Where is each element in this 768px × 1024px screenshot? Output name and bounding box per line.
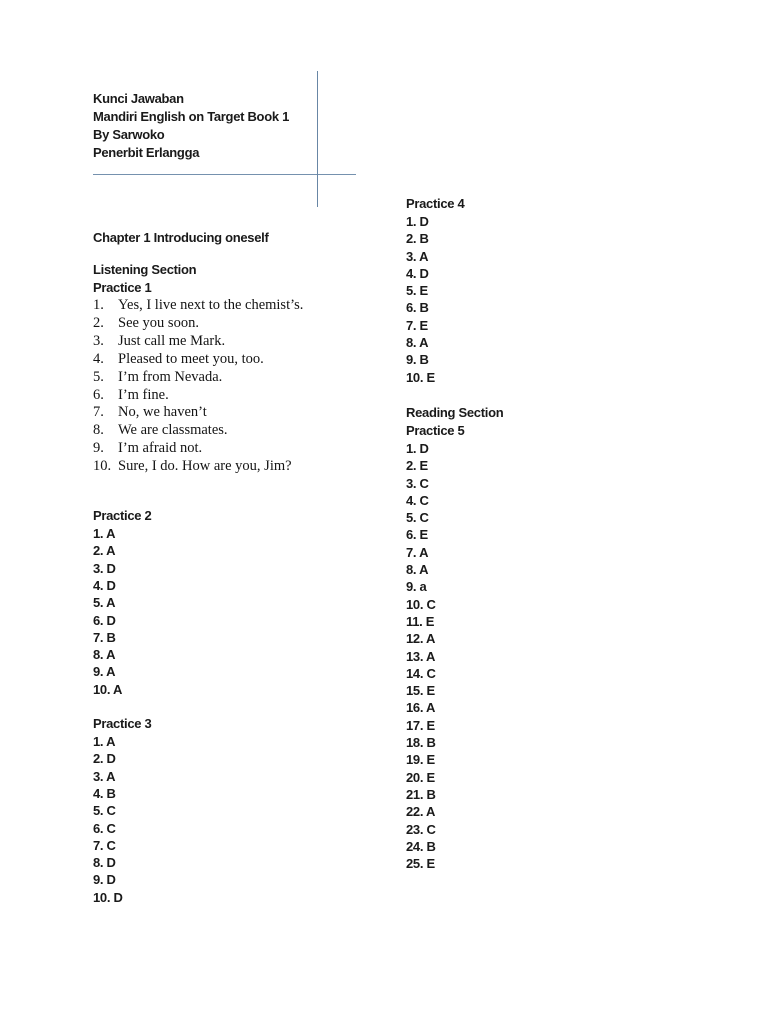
left-column <box>93 229 393 906</box>
answer-item: 1. D <box>406 214 429 229</box>
answer-item: 22. A <box>406 804 436 820</box>
answer-item: 2. A <box>93 543 116 559</box>
answer-item: 9. B <box>406 352 429 368</box>
list-item-text: Yes, I live next to the chemist’s. <box>118 297 304 313</box>
practice-4-answers <box>406 213 666 386</box>
list-item <box>93 333 393 351</box>
answer-item: 6. E <box>406 527 428 543</box>
answer-item: 7. E <box>406 317 428 333</box>
answer-item: 25. E <box>406 856 435 872</box>
answer-item: 3. A <box>93 768 116 784</box>
answer-item: 16. A <box>406 700 436 716</box>
answer-item: 1. A <box>93 734 116 750</box>
list-item-text: I’m afraid not. <box>118 440 203 457</box>
list-item-number: 8. <box>93 422 104 439</box>
list-item-number: 4. <box>93 350 104 367</box>
list-item <box>93 404 393 422</box>
practice-5-answers <box>406 440 666 872</box>
list-item-text: I’m fine. <box>118 386 169 403</box>
list-item-text: I’m from Nevada. <box>118 368 223 385</box>
list-item-number: 10. <box>93 458 112 475</box>
chapter-title: Chapter 1 Introducing oneself <box>93 230 269 245</box>
answer-item: 7. B <box>93 629 116 645</box>
title-line: By Sarwoko <box>93 127 165 142</box>
list-item-text: Sure, I do. How are you, Jim? <box>118 458 292 475</box>
list-item <box>93 440 393 458</box>
answer-item: 21. B <box>406 786 436 802</box>
answer-item: 15. E <box>406 683 435 699</box>
answer-item: 1. A <box>93 526 116 542</box>
list-item-number: 9. <box>93 440 104 457</box>
answer-item: 18. B <box>406 735 436 751</box>
list-item-number: 7. <box>93 404 104 421</box>
listening-section-heading: Listening Section <box>93 262 197 277</box>
answer-item: 8. A <box>406 562 429 578</box>
list-item-text: Just call me Mark. <box>118 332 226 349</box>
answer-item: 5. C <box>93 803 116 819</box>
answer-item: 10. C <box>406 596 436 612</box>
answer-item: 6. C <box>93 820 116 836</box>
answer-item: 13. A <box>406 648 436 664</box>
answer-item: 1. D <box>406 440 429 456</box>
practice-1-heading: Practice 1 <box>93 280 152 295</box>
answer-item: 2. D <box>93 751 116 767</box>
answer-item: 7. A <box>406 544 429 560</box>
list-item-text: No, we haven’t <box>118 404 207 421</box>
answer-item: 11. E <box>406 613 435 629</box>
practice-1-list <box>93 297 393 476</box>
answer-item: 20. E <box>406 769 435 785</box>
answer-item: 4. D <box>406 265 429 281</box>
list-item-text: See you soon. <box>118 314 199 331</box>
practice-3-answers <box>93 733 393 906</box>
answer-item: 6. D <box>93 612 116 628</box>
answer-item: 10. E <box>406 369 435 385</box>
list-item <box>93 422 393 440</box>
practice-4-heading: Practice 4 <box>406 196 465 211</box>
list-item <box>93 369 393 387</box>
list-item-number: 6. <box>93 386 104 403</box>
answer-item: 5. C <box>406 510 429 526</box>
answer-item: 3. C <box>406 475 429 491</box>
reading-section-heading: Reading Section <box>406 404 504 420</box>
list-item-number: 2. <box>93 314 104 331</box>
answer-item: 19. E <box>406 752 435 768</box>
list-item <box>93 387 393 405</box>
list-item-number: 1. <box>93 297 104 313</box>
answer-item: 5. A <box>93 595 116 611</box>
answer-item: 8. A <box>93 647 116 663</box>
list-item <box>93 315 393 333</box>
vertical-divider-line <box>317 71 318 207</box>
answer-item: 2. B <box>406 231 429 247</box>
practice-3-heading: Practice 3 <box>93 716 152 732</box>
answer-item: 10. A <box>93 681 123 697</box>
list-item <box>93 297 393 315</box>
answer-item: 9. D <box>93 872 116 888</box>
answer-item: 14. C <box>406 665 436 681</box>
list-item-text: Pleased to meet you, too. <box>118 350 264 367</box>
answer-item: 7. C <box>93 837 116 853</box>
answer-item: 5. E <box>406 283 428 299</box>
answer-item: 9. a <box>406 579 427 595</box>
answer-item: 4. D <box>93 577 116 593</box>
right-column <box>406 195 666 872</box>
answer-item: 12. A <box>406 631 436 647</box>
list-item-number: 3. <box>93 332 104 349</box>
practice-2-heading: Practice 2 <box>93 508 152 524</box>
answer-item: 3. A <box>406 248 429 264</box>
list-item-number: 5. <box>93 368 104 385</box>
list-item <box>93 351 393 369</box>
answer-item: 9. A <box>93 664 116 680</box>
title-block <box>93 90 393 162</box>
answer-item: 23. C <box>406 821 436 837</box>
answer-item: 3. D <box>93 560 116 576</box>
answer-item: 2. E <box>406 458 428 474</box>
answer-item: 4. C <box>406 492 429 508</box>
answer-item: 10. D <box>93 889 123 905</box>
practice-2-answers <box>93 525 393 698</box>
title-line: Mandiri English on Target Book 1 <box>93 109 290 124</box>
answer-item: 17. E <box>406 717 435 733</box>
title-line: Penerbit Erlangga <box>93 145 200 160</box>
answer-item: 8. A <box>406 335 429 351</box>
practice-5-heading: Practice 5 <box>406 422 465 438</box>
title-line: Kunci Jawaban <box>93 91 184 106</box>
list-item <box>93 458 393 476</box>
answer-item: 6. B <box>406 300 429 316</box>
answer-item: 8. D <box>93 855 116 871</box>
answer-item: 4. B <box>93 785 116 801</box>
list-item-text: We are classmates. <box>118 422 228 439</box>
answer-item: 24. B <box>406 838 436 854</box>
